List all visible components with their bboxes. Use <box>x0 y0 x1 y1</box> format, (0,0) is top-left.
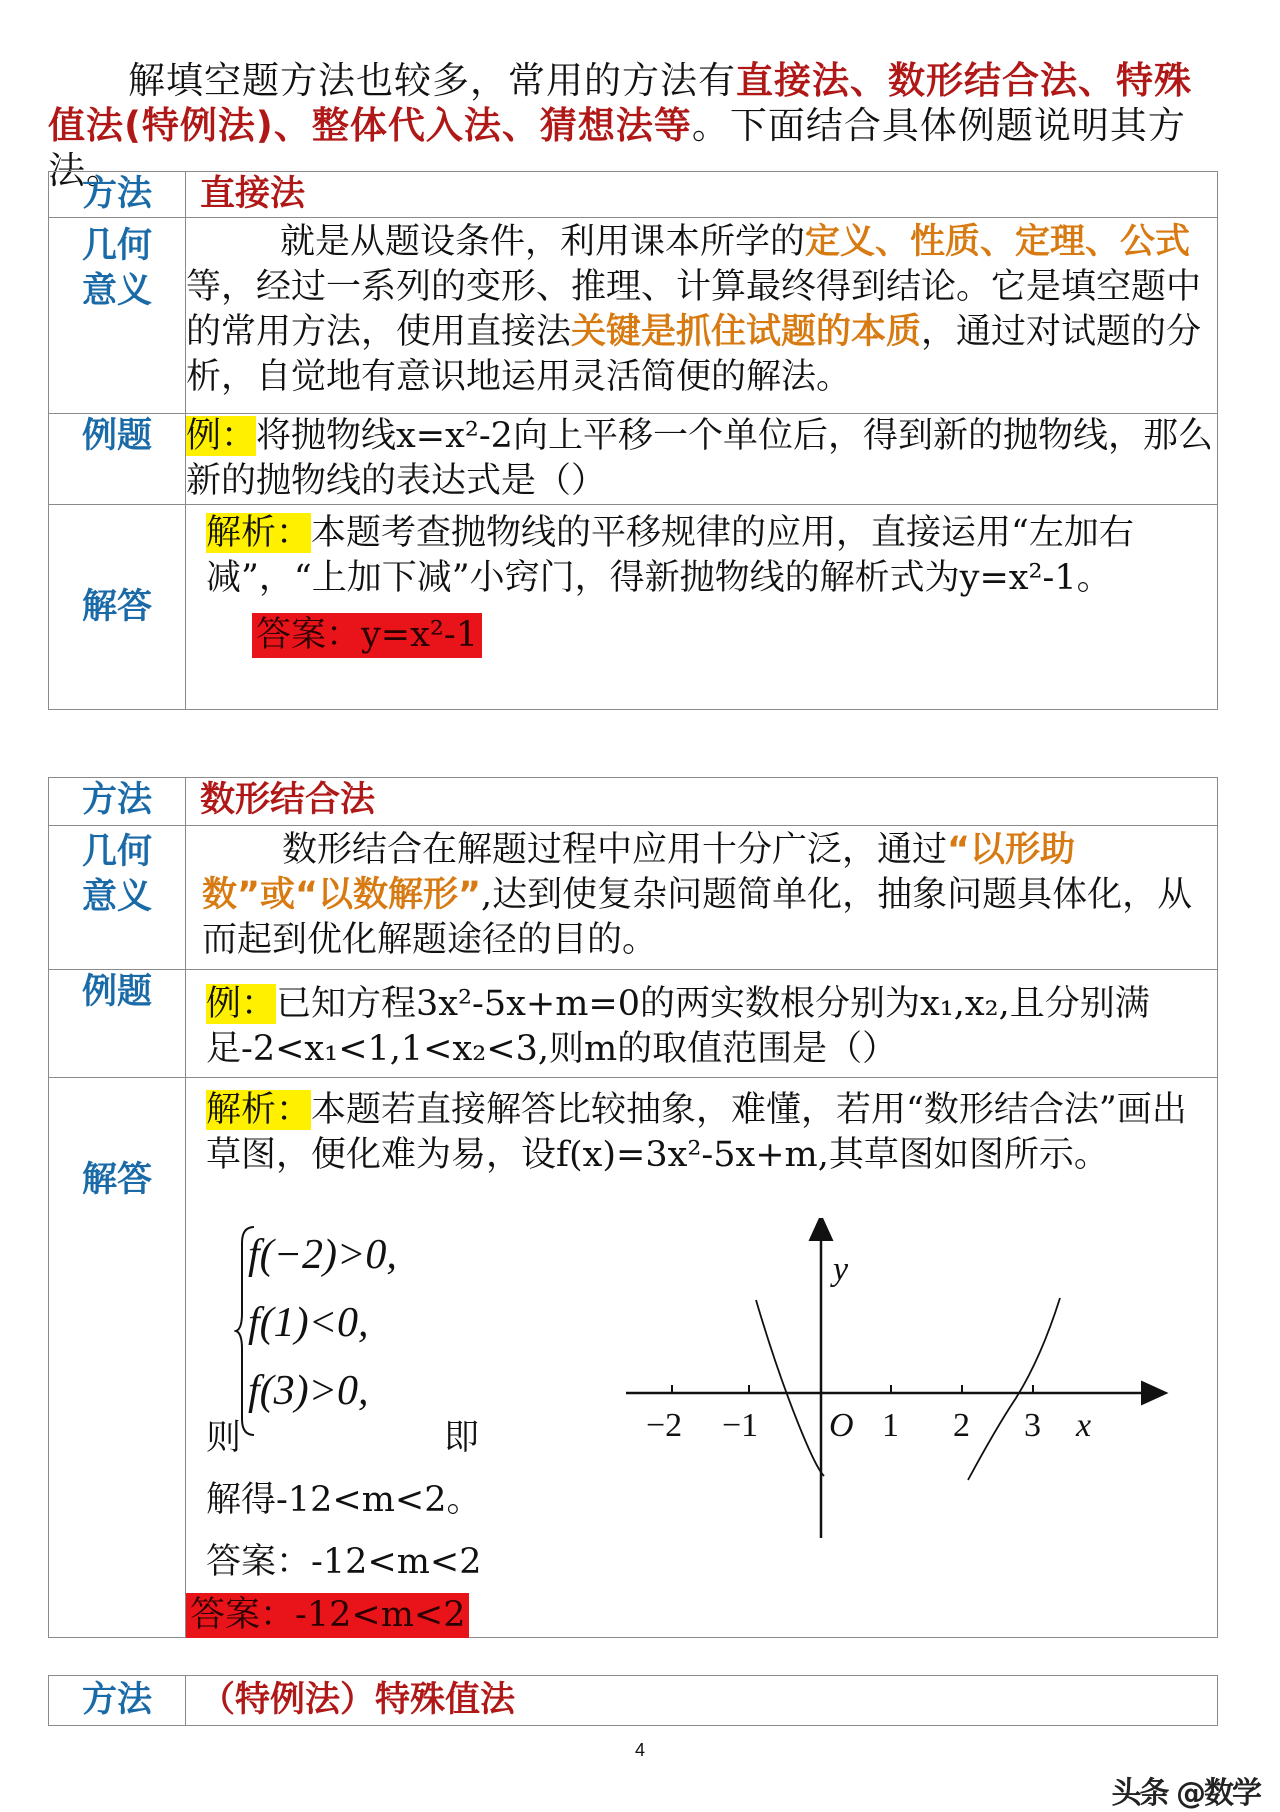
solution-text-direct <box>186 511 1217 601</box>
label-meaning: 几何意义 <box>81 832 152 917</box>
answer-badge-graphic: 答案：-12<m<2 <box>186 1593 469 1638</box>
solution-body-direct: 本题考查抛物线的平移规律的应用，直接运用“左加右减”，“上加下减”小窍门，得新抛物线的解析式为y=x²-1。 <box>206 513 1134 598</box>
watermark: 头条 @数学 <box>1111 1776 1260 1811</box>
then-word: 则 <box>206 1418 242 1458</box>
meaning-direct-a: 就是从题设条件，利用课本所学的 <box>280 222 806 262</box>
label-meaning: 几何意义 <box>81 226 152 311</box>
origin-label: O <box>829 1407 854 1444</box>
label-method: 方法 <box>81 780 152 820</box>
example-text-direct: 将抛物线x=x²-2向上平移一个单位后，得到新的抛物线，那么新的抛物线的表达式是（） <box>186 416 1213 501</box>
intro-text-2: 。下面结合具体例题说明其方法。 <box>48 104 1186 192</box>
label-example: 例题 <box>81 972 152 1012</box>
method-table-special <box>48 1675 1218 1726</box>
method-table-graphic <box>48 777 1218 1638</box>
meaning-direct-key: 关键是抓住试题的本质 <box>571 312 922 352</box>
tick-label: 2 <box>953 1407 970 1444</box>
solution-tag: 解析： <box>206 1090 312 1130</box>
meaning-graphic-c: ,达到使复杂问题简单化，抽象问题具体化，从而起到优化解题途径的目的。 <box>202 875 1193 960</box>
intro-methods: 直接法、数形结合法、特殊值法(特例法)、整体代入法、猜想法等 <box>48 59 1192 147</box>
example-tag: 例： <box>186 416 257 456</box>
answer-badge-direct: 答案：y=x²-1 <box>252 613 482 658</box>
method-name-special: （特例法）特殊值法 <box>200 1680 516 1720</box>
solution-tag: 解析： <box>206 513 312 553</box>
solution-body-graphic: 本题若直接解答比较抽象，难懂，若用“数形结合法”画出草图，便化难为易，设f(x)=3x²-5x+m,其草图如图所示。 <box>206 1090 1187 1175</box>
parabola-sketch <box>626 1218 1186 1548</box>
page-number: 4 <box>634 1740 645 1760</box>
tick-label: −1 <box>722 1407 759 1444</box>
meaning-direct-e: ，通过对试题的分析，自觉地有意识地运用灵活简便的解法。 <box>186 312 1202 397</box>
ji-word: 即 <box>444 1418 480 1458</box>
condition-1: f(−2)>0, <box>248 1232 397 1278</box>
parabola-right-branch <box>968 1298 1060 1480</box>
label-solution: 解答 <box>81 586 152 627</box>
meaning-text-graphic <box>202 828 1217 963</box>
meaning-text-direct <box>186 220 1217 400</box>
tick-label: −2 <box>646 1407 683 1444</box>
method-name-direct: 直接法 <box>200 174 306 214</box>
label-solution: 解答 <box>81 1160 152 1200</box>
condition-2: f(1)<0, <box>248 1300 369 1346</box>
condition-system <box>234 1223 464 1443</box>
meaning-graphic-key: “以形助数”或“以数解形” <box>202 830 1076 915</box>
label-method: 方法 <box>81 1680 152 1720</box>
example-tag: 例： <box>206 984 277 1024</box>
x-axis-label: x <box>1076 1407 1092 1444</box>
condition-3: f(3)>0, <box>248 1368 369 1414</box>
tick-label: 3 <box>1024 1407 1041 1444</box>
parabola-left-branch <box>756 1300 824 1476</box>
meaning-direct-c: 等，经过一系列的变形、推理、计算最终得到结论。它是填空题中的常用方法，使用直接法 <box>186 267 1202 352</box>
answer-plain: 答案：-12<m<2 <box>206 1542 482 1582</box>
intro-text-1: 解填空题方法也较多，常用的方法有 <box>128 59 736 102</box>
solve-result: 解得-12<m<2。 <box>206 1480 482 1520</box>
method-table-direct <box>48 171 1218 710</box>
y-axis-label: y <box>833 1251 849 1288</box>
label-example: 例题 <box>81 416 152 456</box>
tick-label: 1 <box>882 1407 899 1444</box>
example-text-graphic: 已知方程3x²-5x+m=0的两实数根分别为x₁,x₂,且分别满足-2<x₁<1,1<x₂<3,则m的取值范围是（） <box>206 984 1150 1069</box>
solution-text-graphic <box>206 1088 1207 1178</box>
method-name-graphic: 数形结合法 <box>200 780 376 820</box>
meaning-graphic-a: 数形结合在解题过程中应用十分广泛，通过 <box>282 830 948 870</box>
meaning-direct-keywords: 定义、性质、定理、公式 <box>805 222 1191 262</box>
label-method: 方法 <box>81 174 152 214</box>
